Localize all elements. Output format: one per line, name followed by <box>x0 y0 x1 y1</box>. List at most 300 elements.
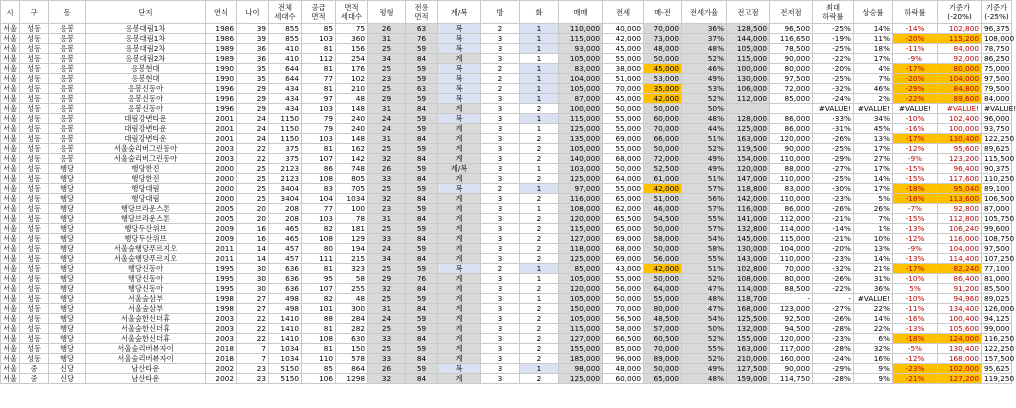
table-cell: 300 <box>336 304 368 314</box>
table-cell: 31 <box>368 34 406 44</box>
table-cell: -29% <box>813 364 854 374</box>
table-cell: 14 <box>237 254 269 264</box>
table-cell: 120,000 <box>770 334 813 344</box>
table-cell: 51% <box>682 264 727 274</box>
table-cell: 4% <box>854 64 893 74</box>
table-cell: 서울숲한신더휴 <box>86 334 206 344</box>
table-cell: 83,000 <box>559 64 603 74</box>
table-cell: 208 <box>269 214 302 224</box>
column-header: 전고점 <box>727 1 770 24</box>
table-cell: 59 <box>406 94 438 104</box>
table-cell: 행당 <box>49 224 86 234</box>
table-cell: 2 <box>520 354 559 364</box>
column-header: 매-전 <box>644 1 682 24</box>
table-cell: 94,500 <box>770 324 813 334</box>
table-cell: 55,000 <box>644 294 682 304</box>
table-cell: 26 <box>368 24 406 34</box>
table-cell: 서울 <box>1 84 20 94</box>
table-cell: -5% <box>893 344 938 354</box>
table-cell: 대림강변타운 <box>86 124 206 134</box>
table-cell: 51,000 <box>603 74 644 84</box>
table-cell: 서울 <box>1 344 20 354</box>
table-cell: 168,000 <box>727 304 770 314</box>
column-header: 구 <box>20 1 49 24</box>
table-cell: 115,000 <box>727 54 770 64</box>
table-row <box>1 254 1012 264</box>
table-cell: 105,750 <box>982 214 1012 224</box>
table-cell: 남산타운 <box>86 374 206 384</box>
table-cell: 114,750 <box>770 374 813 384</box>
table-cell: 1150 <box>269 114 302 124</box>
table-cell: 855 <box>269 24 302 34</box>
table-cell: 50,000 <box>644 144 682 154</box>
table-cell: 56,500 <box>603 314 644 324</box>
table-cell: 1996 <box>206 94 237 104</box>
table-cell: 59 <box>406 244 438 254</box>
table-cell: 성동 <box>20 184 49 194</box>
table-cell: -28% <box>813 324 854 334</box>
table-cell: 70,000 <box>770 264 813 274</box>
table-cell: 110,000 <box>770 174 813 184</box>
table-cell: 복 <box>438 264 481 274</box>
table-cell: 2003 <box>206 324 237 334</box>
table-cell: 서울 <box>1 24 20 34</box>
table-cell: 응봉대림2차 <box>86 44 206 54</box>
table-cell: 210 <box>336 84 368 94</box>
table-cell: 208 <box>269 204 302 214</box>
table-row <box>1 104 1012 114</box>
table-cell: -13% <box>893 254 938 264</box>
table-cell: 22 <box>237 324 269 334</box>
table-cell: 서울 <box>1 214 20 224</box>
table-cell: 116,250 <box>982 334 1012 344</box>
table-cell: 1986 <box>206 24 237 34</box>
table-cell: 서울 <box>1 74 20 84</box>
table-cell: 행당 <box>49 214 86 224</box>
table-cell: 1995 <box>206 284 237 294</box>
table-cell: 108,000 <box>982 34 1012 44</box>
table-cell: 계 <box>438 244 481 254</box>
table-cell: 22 <box>237 334 269 344</box>
table-cell: 1 <box>520 184 559 194</box>
table-cell: -15% <box>893 174 938 184</box>
table-cell: 성동 <box>20 64 49 74</box>
table-cell: 계 <box>438 344 481 354</box>
table-cell: -22% <box>893 94 938 104</box>
table-cell: 210,000 <box>727 354 770 364</box>
table-cell: 84 <box>406 154 438 164</box>
table-cell: 성동 <box>20 134 49 144</box>
table-cell: 25 <box>237 164 269 174</box>
table-cell: 31 <box>368 134 406 144</box>
table-cell: 25 <box>368 64 406 74</box>
table-cell: 70,000 <box>644 24 682 34</box>
table-cell: 행당 <box>49 284 86 294</box>
table-cell: 2 <box>520 374 559 384</box>
table-cell: 82 <box>302 294 336 304</box>
table-cell: 행당신동아 <box>86 274 206 284</box>
table-cell: 60,000 <box>603 374 644 384</box>
table-cell: 3 <box>481 304 520 314</box>
table-cell: 서울숲행당푸르지오 <box>86 254 206 264</box>
table-cell: 서울 <box>1 54 20 64</box>
table-row <box>1 194 1012 204</box>
table-cell: 1 <box>520 294 559 304</box>
table-row <box>1 214 1012 224</box>
table-cell: 20 <box>237 204 269 214</box>
table-cell: 89,600 <box>938 94 982 104</box>
table-cell: 90,000 <box>770 364 813 374</box>
table-cell: 성동 <box>20 274 49 284</box>
table-cell: 52,500 <box>644 164 682 174</box>
table-cell: 110,250 <box>982 174 1012 184</box>
table-cell: 59 <box>406 124 438 134</box>
table-cell: 행당 <box>49 254 86 264</box>
table-cell: -32% <box>813 84 854 94</box>
table-cell: 135,000 <box>559 134 603 144</box>
table-cell: 계 <box>438 144 481 154</box>
table-cell: 115,000 <box>770 234 813 244</box>
table-cell: 144,000 <box>727 34 770 44</box>
table-cell: 36% <box>682 24 727 34</box>
table-cell: 2 <box>520 284 559 294</box>
table-cell: 457 <box>269 244 302 254</box>
table-cell: 25 <box>368 344 406 354</box>
table-cell: 85 <box>302 24 336 34</box>
table-cell: 서울 <box>1 354 20 364</box>
table-cell: -26% <box>813 204 854 214</box>
table-cell: 84 <box>406 104 438 114</box>
table-cell: 계 <box>438 224 481 234</box>
table-cell: 34 <box>368 54 406 64</box>
table-cell: 25 <box>368 184 406 194</box>
table-cell: 95,625 <box>982 364 1012 374</box>
table-cell: 51,000 <box>644 194 682 204</box>
table-cell: 92,800 <box>938 204 982 214</box>
table-cell: 55% <box>682 254 727 264</box>
table-row <box>1 364 1012 374</box>
table-cell: 96,500 <box>770 24 813 34</box>
table-cell: 89,100 <box>982 184 1012 194</box>
table-row <box>1 204 1012 214</box>
table-cell: #VALUE! <box>938 104 982 114</box>
table-cell: 성동 <box>20 174 49 184</box>
table-cell: 행당 <box>49 164 86 174</box>
table-cell: 2018 <box>206 344 237 354</box>
table-cell: 81 <box>302 324 336 334</box>
table-cell: 82 <box>302 224 336 234</box>
table-cell: -9% <box>893 54 938 64</box>
table-cell: 25 <box>368 264 406 274</box>
table-cell: 85,500 <box>982 284 1012 294</box>
table-cell: 106 <box>302 374 336 384</box>
table-cell: 90,000 <box>770 144 813 154</box>
table-cell: 410 <box>269 44 302 54</box>
table-cell: 125,000 <box>559 254 603 264</box>
table-cell: 79 <box>302 114 336 124</box>
table-cell: -10% <box>893 114 938 124</box>
table-cell: 48% <box>682 374 727 384</box>
table-cell: 16% <box>854 354 893 364</box>
table-cell: 2011 <box>206 254 237 264</box>
table-cell: 82,240 <box>938 264 982 274</box>
table-cell: #VALUE! <box>982 104 1012 114</box>
table-cell: 112,800 <box>938 214 982 224</box>
table-cell: 24 <box>237 134 269 144</box>
table-cell: 123,000 <box>770 304 813 314</box>
table-cell: 157,500 <box>982 354 1012 364</box>
table-cell: 복 <box>438 34 481 44</box>
table-cell: -11% <box>893 44 938 54</box>
table-cell: 42,000 <box>603 34 644 44</box>
table-row <box>1 134 1012 144</box>
table-cell: 성동 <box>20 214 49 224</box>
table-cell: 92,500 <box>770 314 813 324</box>
table-cell: 14% <box>854 24 893 34</box>
table-cell: 5% <box>893 284 938 294</box>
table-cell: 68,000 <box>603 244 644 254</box>
table-cell: 계 <box>438 54 481 64</box>
table-cell: -24% <box>813 354 854 364</box>
table-cell: 81 <box>302 84 336 94</box>
table-cell: 92,000 <box>938 54 982 64</box>
table-cell: 1 <box>520 54 559 64</box>
table-cell: 46% <box>854 84 893 94</box>
table-cell: 66,500 <box>603 334 644 344</box>
table-cell: 1 <box>520 34 559 44</box>
table-cell: -12% <box>893 354 938 364</box>
table-cell: 115,200 <box>938 34 982 44</box>
table-cell: 행당 <box>49 174 86 184</box>
table-cell: 159,000 <box>727 374 770 384</box>
table-cell: 응봉대림2차 <box>86 54 206 64</box>
table-cell: 748 <box>336 164 368 174</box>
table-cell: 1 <box>520 94 559 104</box>
table-cell: 1 <box>520 204 559 214</box>
table-cell: 127,200 <box>938 374 982 384</box>
table-cell: 89,025 <box>982 294 1012 304</box>
table-cell: -18% <box>893 194 938 204</box>
table-cell: 255 <box>336 284 368 294</box>
table-cell: 32 <box>368 194 406 204</box>
column-header: 면적 세대수 <box>336 1 368 24</box>
table-cell: 7% <box>854 74 893 84</box>
table-cell: 106,500 <box>982 194 1012 204</box>
table-cell: 서울숲리버뷰자이 <box>86 354 206 364</box>
table-cell: 142,000 <box>727 194 770 204</box>
table-cell: -17% <box>893 264 938 274</box>
table-cell: 115,000 <box>559 324 603 334</box>
table-cell: 1989 <box>206 54 237 64</box>
table-cell: 96,400 <box>938 164 982 174</box>
table-cell: 636 <box>269 284 302 294</box>
table-cell: 2009 <box>206 224 237 234</box>
table-cell: 34 <box>368 254 406 264</box>
table-cell: 50% <box>682 324 727 334</box>
table-cell: 124,000 <box>938 334 982 344</box>
table-cell: 46% <box>682 64 727 74</box>
table-cell: 32 <box>368 374 406 384</box>
table-cell: 96,375 <box>982 24 1012 34</box>
table-cell: 42,000 <box>644 94 682 104</box>
table-cell: 3 <box>481 34 520 44</box>
column-header: 전세 <box>603 1 644 24</box>
table-cell: 54% <box>682 314 727 324</box>
table-cell: 복 <box>438 364 481 374</box>
table-cell: 대림강변타운 <box>86 114 206 124</box>
table-cell: 86,250 <box>982 54 1012 64</box>
table-cell: -7% <box>893 204 938 214</box>
table-cell: 48% <box>682 114 727 124</box>
table-cell: 84 <box>406 174 438 184</box>
table-cell: 57,000 <box>644 324 682 334</box>
table-cell: 2 <box>520 194 559 204</box>
table-cell: 58,000 <box>603 324 644 334</box>
table-cell: 89,625 <box>982 144 1012 154</box>
table-cell: 120,000 <box>559 284 603 294</box>
table-cell: 3 <box>481 224 520 234</box>
table-cell: 응봉 <box>49 154 86 164</box>
table-cell: 55,000 <box>603 54 644 64</box>
table-cell: 1 <box>520 264 559 274</box>
table-cell: 85,000 <box>559 264 603 274</box>
table-cell: 계 <box>438 204 481 214</box>
table-row <box>1 344 1012 354</box>
table-cell: 76 <box>406 274 438 284</box>
table-cell: 3 <box>481 164 520 174</box>
table-cell: -23% <box>813 194 854 204</box>
table-cell: 서울 <box>1 144 20 154</box>
table-cell: -28% <box>813 344 854 354</box>
table-cell: 2002 <box>206 364 237 374</box>
table-cell: 96,000 <box>603 354 644 364</box>
table-cell: 101 <box>302 304 336 314</box>
table-cell: -18% <box>893 184 938 194</box>
table-cell: 2 <box>520 244 559 254</box>
table-cell: 1% <box>854 224 893 234</box>
table-row <box>1 264 1012 274</box>
table-cell: 신당 <box>49 364 86 374</box>
table-cell: - <box>813 294 854 304</box>
table-cell: 응봉신동아 <box>86 84 206 94</box>
table-cell: 105,000 <box>559 294 603 304</box>
table-cell: -20% <box>893 34 938 44</box>
table-cell: 181 <box>336 224 368 234</box>
table-header <box>1 1 1012 24</box>
table-cell: 25 <box>237 174 269 184</box>
table-cell: 59 <box>406 64 438 74</box>
table-cell: 118,000 <box>559 244 603 254</box>
table-cell: 17% <box>854 54 893 64</box>
table-cell: 성동 <box>20 104 49 114</box>
table-cell: 성동 <box>20 94 49 104</box>
table-cell: -25% <box>813 44 854 54</box>
table-cell: 5150 <box>269 364 302 374</box>
table-cell: 107,250 <box>982 254 1012 264</box>
table-cell: -15% <box>893 164 938 174</box>
table-cell: 113,600 <box>938 194 982 204</box>
table-cell: 434 <box>269 84 302 94</box>
table-cell: 49% <box>682 154 727 164</box>
table-cell: 3 <box>481 294 520 304</box>
table-cell: -26% <box>813 274 854 284</box>
table-cell: 2003 <box>206 334 237 344</box>
table-row <box>1 244 1012 254</box>
table-cell: 176 <box>336 64 368 74</box>
table-cell: 48 <box>336 294 368 304</box>
table-cell: 행당 <box>49 234 86 244</box>
table-cell: 805 <box>336 174 368 184</box>
table-cell: 434 <box>269 104 302 114</box>
table-cell: 3 <box>481 324 520 334</box>
table-cell: 80 <box>302 244 336 254</box>
table-cell: 23 <box>368 74 406 84</box>
table-cell: 3 <box>481 374 520 384</box>
table-cell: 서울 <box>1 124 20 134</box>
table-cell: 105,000 <box>559 54 603 64</box>
table-cell: 84 <box>406 54 438 64</box>
table-cell: 163,000 <box>727 134 770 144</box>
table-cell: 행당 <box>49 204 86 214</box>
table-cell: 864 <box>336 364 368 374</box>
table-cell: 서울 <box>1 374 20 384</box>
table-cell: 103 <box>302 104 336 114</box>
table-cell: 84 <box>406 304 438 314</box>
table-row <box>1 34 1012 44</box>
table-cell: 행당브라운스톤 <box>86 214 206 224</box>
table-cell: 성동 <box>20 334 49 344</box>
table-cell: 성동 <box>20 324 49 334</box>
table-cell: 36% <box>854 284 893 294</box>
table-cell: 1995 <box>206 274 237 284</box>
table-cell: 284 <box>336 314 368 324</box>
table-cell: 2% <box>854 94 893 104</box>
table-cell: 서울숲리버그린동아 <box>86 154 206 164</box>
table-cell: 3 <box>481 54 520 64</box>
table-cell: 32% <box>854 344 893 354</box>
table-cell: 서울 <box>1 224 20 234</box>
table-row <box>1 374 1012 384</box>
table-cell: 59 <box>406 294 438 304</box>
table-cell: 498 <box>269 304 302 314</box>
table-cell: 100,000 <box>727 64 770 74</box>
table-cell: 성동 <box>20 314 49 324</box>
table-cell: -13% <box>893 324 938 334</box>
table-cell: 1034 <box>269 344 302 354</box>
table-cell: 465 <box>269 224 302 234</box>
table-cell: 행당두산위브 <box>86 224 206 234</box>
table-cell: -29% <box>813 154 854 164</box>
table-cell: 행당 <box>49 354 86 364</box>
table-cell: 99,000 <box>982 324 1012 334</box>
table-cell: 125,000 <box>559 174 603 184</box>
table-cell: 110,000 <box>559 24 603 34</box>
table-cell: 서울 <box>1 164 20 174</box>
table-cell: 29 <box>368 274 406 284</box>
table-row <box>1 154 1012 164</box>
table-cell: 24 <box>368 314 406 324</box>
table-cell: 응봉 <box>49 134 86 144</box>
table-cell: -14% <box>893 24 938 34</box>
table-row <box>1 184 1012 194</box>
table-cell: 성동 <box>20 24 49 34</box>
table-cell: 194 <box>336 244 368 254</box>
table-cell: 45,000 <box>644 64 682 74</box>
table-cell: 서울 <box>1 324 20 334</box>
table-cell: 130,000 <box>727 244 770 254</box>
table-cell: 57% <box>682 224 727 234</box>
table-cell: 118,800 <box>727 184 770 194</box>
